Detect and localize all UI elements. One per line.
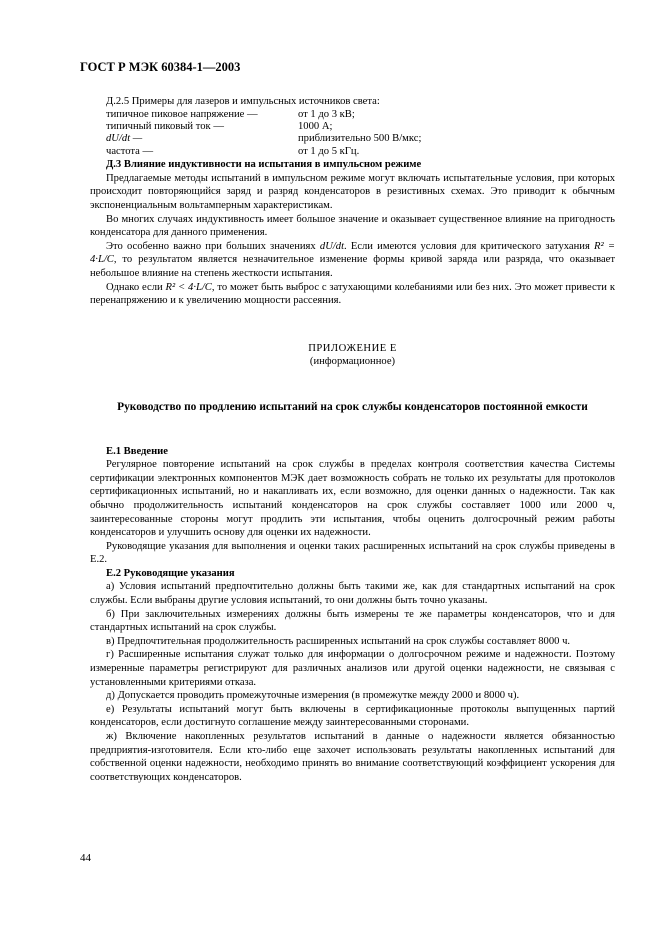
spec-value: приблизительно 500 В/мкс; [298,133,422,145]
text-run: , то может быть выброс с затухающими колебаниями или без них. Это может привести к перенапряжению и к увеличению мощности рассеяния. [90,281,615,307]
spec-value: от 1 до 3 кВ; [298,108,355,120]
text-run: Это особенно важно при больших значениях [106,240,320,252]
list-item: в) Предпочтительная продолжительность расширенных испытаний на срок службы составляет 8000 ч. [106,635,571,647]
section-d3-heading: Д.3 Влияние индуктивности на испытания в импульсном режиме [106,159,422,171]
paragraph: Предлагаемые методы испытаний в импульсном режиме могут включать испытательные условия, при которых происходит повторяющийся заряд и разряд конденсаторов в резистивных схемах. Это приводит к обычным экспоненциальным вольтамперным характеристикам. [90,172,615,211]
paragraph [90,240,615,281]
list-item: е) Результаты испытаний могут быть включены в сертификационные протоколы выпущенных партий конденсаторов, если достигнуто соглашение между заинтересованными сторонами. [90,703,615,729]
section-e2-heading: Е.2 Руководящие указания [106,567,235,579]
text-run: Однако если [106,281,166,293]
list-item: ж) Включение накопленных результатов испытаний в данные о надежности является обязанностью предприятия-изготовителя. Если кто-либо еще захочет использовать результаты накопленных испытаний для собственной оценки надежности, необходимо принять во внимание соответствующий коэффициент ускорения для соответствующих конденсаторов. [90,731,615,783]
spec-row [106,146,421,158]
page-content [90,95,615,784]
text-run: , то результатом является незначительное изменение формы кривой заряда или разряда, что оказывает небольшое влияние на степень жесткости испытания. [90,254,615,279]
spec-row [106,133,421,145]
spec-value: от 1 до 5 кГц. [298,145,360,157]
formula: R² = 4·L/C [90,240,615,266]
list-item: б) При заключительных измерениях должны быть измерены те же параметры конденсаторов, что и для стандартных испытаний на срок службы. [90,608,615,634]
spec-row [106,109,421,121]
list-item: д) Допускается проводить промежуточные измерения (в промежутке между 2000 и 8000 ч). [106,690,520,702]
spec-label: типичное пиковое напряжение — [106,108,258,120]
formula: dU/dt [319,240,345,252]
spec-label: dU/dt — [106,133,143,145]
appendix-block [90,342,615,369]
specs-table [106,109,421,159]
page-number: 44 [80,852,91,864]
section-d25-heading: Д.2.5 Примеры для лазеров и импульсных источников света: [106,96,380,107]
spec-row [106,121,421,133]
paragraph: Во многих случаях индуктивность имеет большое значение и оказывает существенное влияние на пригодность конденсатора для данного применения. [90,213,615,239]
formula: R² < 4·L/C [165,281,212,293]
spec-label: типичный пиковый ток — [106,121,224,132]
appendix-subtitle: (информационное) [309,356,396,368]
section-e1-heading: Е.1 Введение [106,445,168,457]
spec-value: 1000 А; [298,121,333,132]
appendix-title: ПРИЛОЖЕНИЕ Е [308,342,397,354]
spec-label: частота — [106,145,154,157]
paragraph: Регулярное повторение испытаний на срок службы в пределах контроля соответствия качества Системы сертификации электронных компонентов МЭК дает возможность собрать не только их результаты для протоколов сертификационных испытаний, но и накапливать их, если возможно, для оценки данных о надежности. Так как обычно продолжительность испытаний конденсаторов на срок службы составляет 1000 или 2000 ч, заинтересованные стороны могут продлить эти испытания, чтобы оценить долгосрочный режим работы конденсаторов и улучшить основу для оценки их надежности. [90,459,615,539]
paragraph [90,281,615,308]
text-run: . Если имеются условия для критического затухания [344,240,595,252]
list-item: г) Расширенные испытания служат только для информации о долгосрочном режиме и надежности. Поэтому измеренные параметры регистрируют для различных анализов или другой оценки надежности, не связывая с установленными критериями отказа. [90,649,615,688]
document-header: ГОСТ Р МЭК 60384-1—2003 [80,60,241,74]
guide-title: Руководство по продлению испытаний на срок службы конденсаторов постоянной емкости [117,400,588,413]
paragraph: Руководящие указания для выполнения и оценки таких расширенных испытаний на срок службы приведены в Е.2. [90,540,615,566]
list-item: а) Условия испытаний предпочтительно должны быть такими же, как для стандартных испытаний на срок службы. Если выбраны другие условия испытаний, то они должны быть точно указаны. [90,581,615,607]
